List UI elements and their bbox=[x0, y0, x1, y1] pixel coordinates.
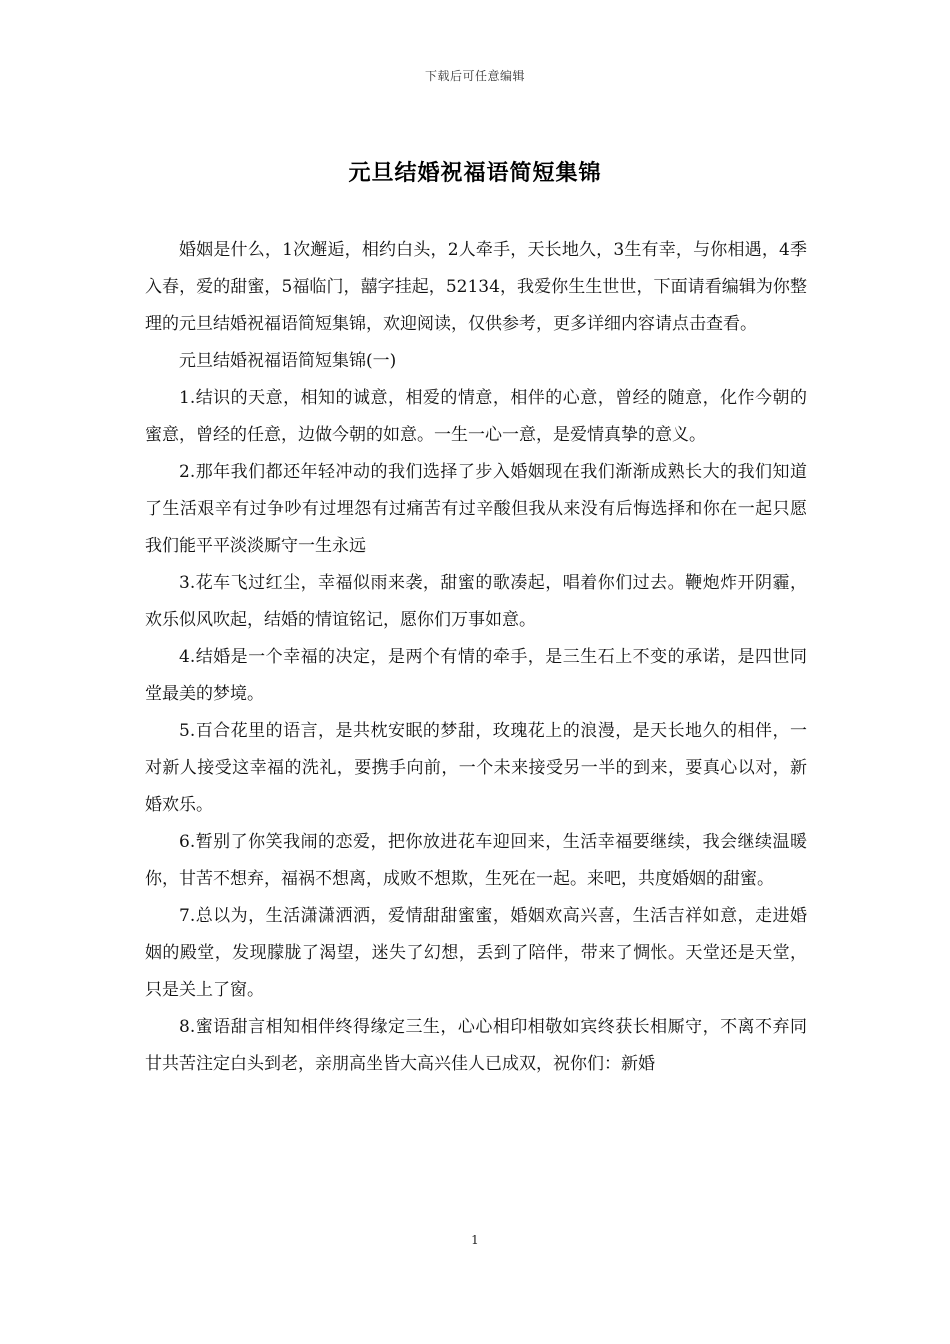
header-note: 下载后可任意编辑 bbox=[424, 69, 525, 83]
blessing-item-5: 5.百合花里的语言，是共枕安眠的梦甜，玫瑰花上的浪漫，是天长地久的相伴，一对新人接受这幸福的洗礼，要携手向前，一个未来接受另一半的到来，要真心以对，新婚欢乐。 bbox=[145, 721, 807, 815]
document-body bbox=[145, 232, 807, 1083]
blessing-item-3: 3.花车飞过红尘，幸福似雨来袭，甜蜜的歌凑起，唱着你们过去。鞭炮炸开阴霾，欢乐似风吹起，结婚的情谊铭记，愿你们万事如意。 bbox=[145, 573, 807, 630]
intro-paragraph: 婚姻是什么，1次邂逅，相约白头，2人牵手，天长地久，3生有幸，与你相遇，4季入春，爱的甜蜜，5福临门，囍字挂起，52134，我爱你生生世世，下面请看编辑为你整理的元旦结婚祝福语简短集锦，欢迎阅读，仅供参考，更多详细内容请点击查看。 bbox=[145, 240, 807, 334]
blessing-item-8: 8.蜜语甜言相知相伴终得缘定三生，心心相印相敬如宾终获长相厮守，不离不弃同甘共苦注定白头到老，亲朋高坐皆大高兴佳人已成双，祝你们：新婚 bbox=[145, 1017, 807, 1074]
blessing-item-7: 7.总以为，生活潇潇洒洒，爱情甜甜蜜蜜，婚姻欢高兴喜，生活吉祥如意，走进婚姻的殿堂，发现朦胧了渴望，迷失了幻想，丢到了陪伴，带来了惆怅。天堂还是天堂，只是关上了窗。 bbox=[145, 906, 807, 1000]
document-title: 元旦结婚祝福语简短集锦 bbox=[348, 160, 602, 186]
blessing-item-6: 6.暂别了你笑我闹的恋爱，把你放进花车迎回来，生活幸福要继续，我会继续温暖你，甘苦不想弃，福祸不想离，成败不想欺，生死在一起。来吧，共度婚姻的甜蜜。 bbox=[145, 832, 807, 889]
blessing-item-1: 1.结识的天意，相知的诚意，相爱的情意，相伴的心意，曾经的随意，化作今朝的蜜意，曾经的任意，边做今朝的如意。一生一心一意，是爱情真挚的意义。 bbox=[145, 388, 807, 445]
blessing-item-2: 2.那年我们都还年轻冲动的我们选择了步入婚姻现在我们渐渐成熟长大的我们知道了生活艰辛有过争吵有过埋怨有过痛苦有过辛酸但我从来没有后悔选择和你在一起只愿我们能平平淡淡厮守一生永远 bbox=[145, 462, 807, 556]
page-number: 1 bbox=[471, 1233, 479, 1247]
section-heading: 元旦结婚祝福语简短集锦(一) bbox=[179, 351, 397, 371]
blessing-item-4: 4.结婚是一个幸福的决定，是两个有情的牵手，是三生石上不变的承诺，是四世同堂最美的梦境。 bbox=[145, 647, 807, 704]
